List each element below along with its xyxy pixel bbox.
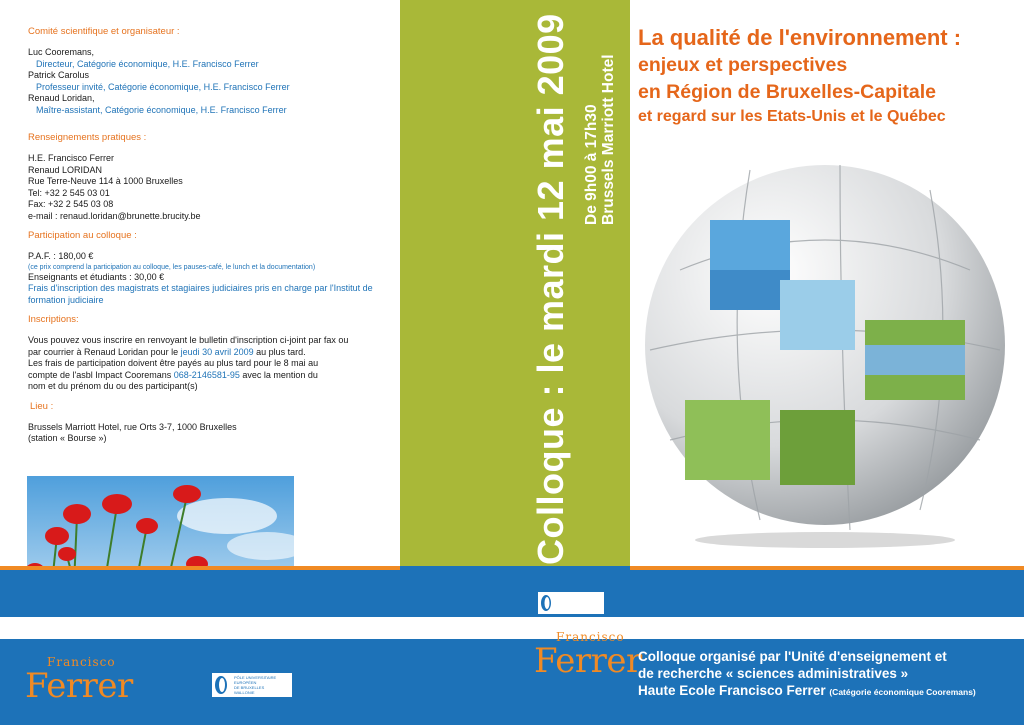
pole-text: PÔLE UNIVERSITAIRE — [234, 675, 277, 680]
committee-heading: Comité scientifique et organisateur : — [28, 26, 180, 37]
person-role: Directeur, Catégorie économique, H.E. Francisco Ferrer — [36, 58, 259, 69]
puzzle-globe-image — [640, 150, 1010, 550]
lieu-heading: Lieu : — [30, 400, 54, 412]
contact-block — [28, 153, 388, 222]
ferrer-logo-small: Francisco — [47, 655, 116, 669]
organizer-line: de recherche « sciences administratives » — [638, 666, 909, 681]
organizer-line: Colloque organisé par l'Unité d'enseignement et — [638, 649, 947, 664]
title-block — [638, 24, 1018, 128]
paf-note: (ce prix comprend la participation au colloque, les pauses-café, le lunch et la documentation) — [28, 263, 316, 271]
organizer-line — [638, 682, 1018, 701]
insc-line: Vous pouvez vous inscrire en renvoyant le bulletin d'inscription ci-joint par fax ou — [28, 335, 349, 345]
contact-address: Rue Terre-Neuve 114 à 1000 Bruxelles — [28, 176, 183, 186]
subtitle-small: et regard sur les Etats-Unis et le Québec — [638, 108, 946, 125]
pole-text: EUROPÉEN — [234, 680, 257, 685]
info-heading: Renseignements pratiques : — [28, 132, 147, 143]
pole-text: DE BRUXELLES — [234, 685, 265, 690]
contact-tel: Tel: +32 2 545 03 01 — [28, 187, 110, 198]
insc-line: Les frais de participation doivent être payés au plus tard pour le 8 mai au — [28, 358, 319, 368]
insc-text: par courrier à Renaud Loridan pour le — [28, 346, 181, 357]
subtitle: enjeux et perspectives — [638, 54, 848, 76]
event-time: De 9h00 à 17h30 — [583, 104, 600, 225]
middle-panel — [400, 0, 630, 566]
white-band — [0, 617, 1024, 639]
inscriptions-heading: Inscriptions: — [28, 314, 79, 325]
magistrates-note: Frais d'inscription des magistrats et stagiaires judiciaires pris en charge par l'Institut de formation judiciaire — [28, 283, 373, 305]
main-title: La qualité de l'environnement : — [638, 25, 962, 50]
insc-line — [28, 370, 388, 382]
inscriptions-block — [28, 335, 388, 393]
left-content — [28, 26, 388, 453]
participation-heading: Participation au colloque : — [28, 230, 137, 241]
insc-text: compte de l'asbl Impact Cooremans — [28, 369, 174, 380]
subtitle: en Région de Bruxelles-Capitale — [638, 81, 936, 103]
bank-account: 068-2146581-95 — [173, 369, 240, 380]
ferrer-logo-small: Francisco — [556, 630, 625, 644]
person-name: Renaud Loridan, — [28, 93, 95, 103]
insc-line: nom et du prénom du ou des participant(s) — [28, 381, 198, 391]
insc-text: avec la mention du — [239, 369, 318, 380]
insc-text: au plus tard. — [253, 346, 306, 357]
ferrer-logo-big: Ferrer — [534, 641, 642, 681]
contact-fax: Fax: +32 2 545 03 08 — [28, 199, 114, 209]
insc-deadline: jeudi 30 avril 2009 — [180, 346, 254, 357]
contact-line: Renaud LORIDAN — [28, 164, 103, 175]
paf-price: P.A.F. : 180,00 € — [28, 251, 94, 261]
person-role: Maître-assistant, Catégorie économique, H.E. Francisco Ferrer — [36, 104, 287, 115]
organizer-text — [638, 648, 1018, 701]
school-name: Haute Ecole Francisco Ferrer — [638, 683, 826, 698]
participation-block — [28, 251, 388, 306]
pole-text: WALLONIE — [234, 690, 255, 695]
ferrer-logo-big: Ferrer — [25, 666, 133, 706]
lieu-block — [28, 422, 388, 445]
lieu-station: (station « Bourse ») — [28, 433, 107, 443]
contact-line: H.E. Francisco Ferrer — [28, 153, 115, 163]
event-date: Colloque : le mardi 12 mai 2009 — [530, 13, 571, 565]
insc-line — [28, 347, 388, 359]
person-role: Professeur invité, Catégorie économique, H.E. Francisco Ferrer — [36, 81, 290, 92]
ferrer-logo — [534, 630, 642, 681]
lieu-address: Brussels Marriott Hotel, rue Orts 3-7, 1000 Bruxelles — [28, 421, 237, 432]
person-name: Patrick Carolus — [28, 70, 90, 80]
pole-universitaire-logo — [538, 592, 604, 614]
school-category: (Catégorie économique Cooremans) — [829, 687, 976, 697]
ferrer-logo — [25, 655, 133, 706]
pole-universitaire-logo — [212, 673, 292, 697]
event-venue: Brussels Marriott Hotel — [600, 54, 617, 225]
committee-list — [28, 47, 388, 116]
students-price: Enseignants et étudiants : 30,00 € — [28, 271, 165, 282]
person-name: Luc Cooremans, — [28, 47, 95, 57]
contact-email[interactable]: e-mail : renaud.loridan@brunette.brucity.be — [28, 210, 201, 221]
